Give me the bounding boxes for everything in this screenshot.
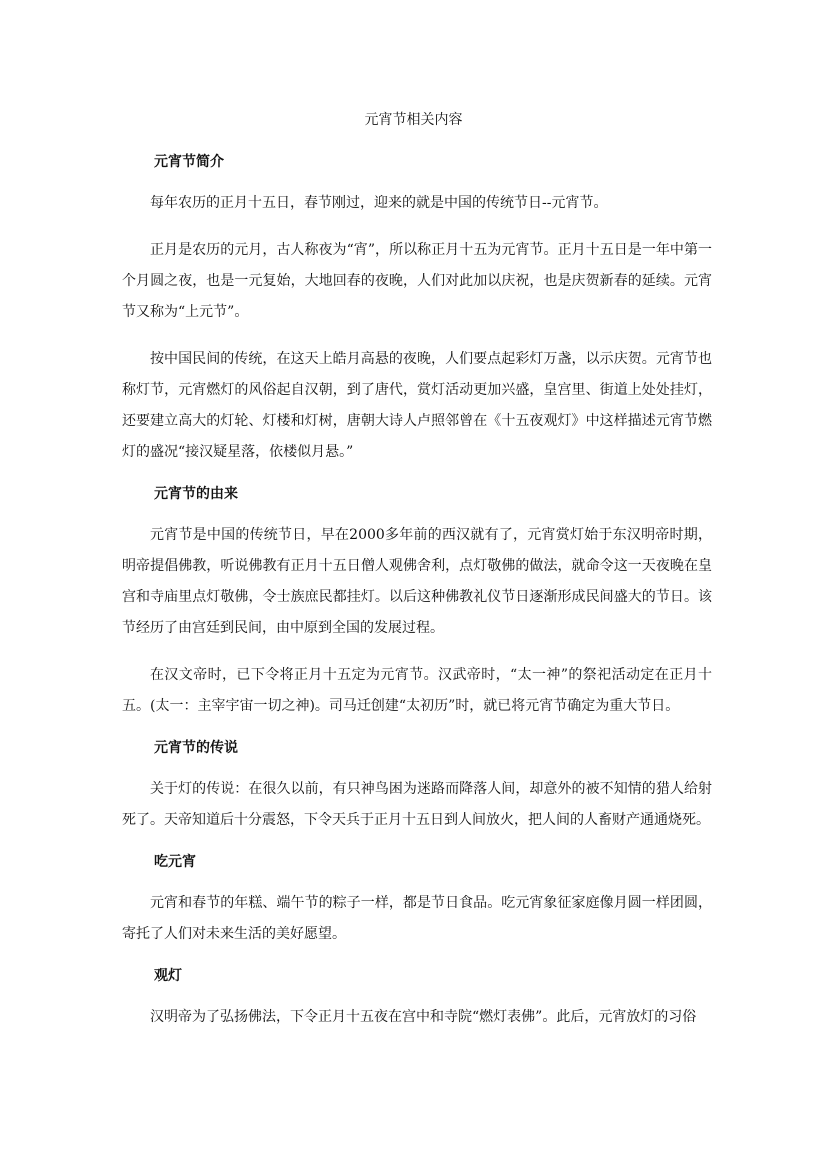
section-legend xyxy=(122,738,712,836)
section-heading: 观灯 xyxy=(154,968,182,984)
paragraph: 元宵节是中国的传统节日，早在2000多年前的西汉就有了，元宵赏灯始于东汉明帝时期，明帝提倡佛教，听说佛教有正月十五日僧人观佛舍利，点灯敬佛的做法，就命令这一天夜晚在皇宫和寺庙里点灯敬佛，令士族庶民都挂灯。以后这种佛教礼仪节日逐渐形成民间盛大的节日。该节经历了由宫廷到民间，由中原到全国的发展过程。 xyxy=(122,527,712,636)
section-heading: 吃元宵 xyxy=(154,854,196,870)
section-heading: 元宵节简介 xyxy=(154,154,224,170)
paragraph: 元宵和春节的年糕、端午节的粽子一样，都是节日食品。吃元宵象征家庭像月圆一样团圆，寄托了人们对未来生活的美好愿望。 xyxy=(122,895,712,942)
paragraph: 正月是农历的元月，古人称夜为“宵”，所以称正月十五为元宵节。正月十五日是一年中第一个月圆之夜，也是一元复始，大地回春的夜晚，人们对此加以庆祝，也是庆贺新春的延续。元宵节又称为“上元节”。 xyxy=(122,242,712,320)
section-lanterns xyxy=(122,966,712,1033)
paragraph: 汉明帝为了弘扬佛法，下令正月十五夜在宫中和寺院“燃灯表佛”。此后，元宵放灯的习俗 xyxy=(150,1009,697,1025)
paragraph: 在汉文帝时，已下令将正月十五定为元宵节。汉武帝时，“太一神”的祭祀活动定在正月十五。(太一：主宰宇宙一切之神)。司马迁创建“太初历”时，就已将元宵节确定为重大节日。 xyxy=(122,667,712,714)
document-body xyxy=(122,152,712,1049)
document-title: 元宵节相关内容 xyxy=(364,112,463,128)
paragraph: 每年农历的正月十五日，春节刚过，迎来的就是中国的传统节日--元宵节。 xyxy=(150,195,608,211)
section-origin xyxy=(122,484,712,722)
section-heading: 元宵节的由来 xyxy=(154,486,238,502)
section-heading: 元宵节的传说 xyxy=(154,740,238,756)
paragraph: 按中国民间的传统，在这天上皓月高悬的夜晚，人们要点起彩灯万盏，以示庆贺。元宵节也称灯节，元宵燃灯的风俗起自汉朝，到了唐代，赏灯活动更加兴盛，皇宫里、街道上处处挂灯，还要建立高大的灯轮、灯楼和灯树，唐朝大诗人卢照邻曾在《十五夜观灯》中这样描述元宵节燃灯的盛况“接汉疑星落，依楼似月悬。” xyxy=(122,351,712,460)
section-intro xyxy=(122,152,712,468)
section-eating-yuanxiao xyxy=(122,852,712,950)
paragraph: 关于灯的传说：在很久以前，有只神鸟困为迷路而降落人间，却意外的被不知情的猎人给射死了。天帝知道后十分震怒，下令天兵于正月十五日到人间放火，把人间的人畜财产通通烧死。 xyxy=(122,781,712,828)
